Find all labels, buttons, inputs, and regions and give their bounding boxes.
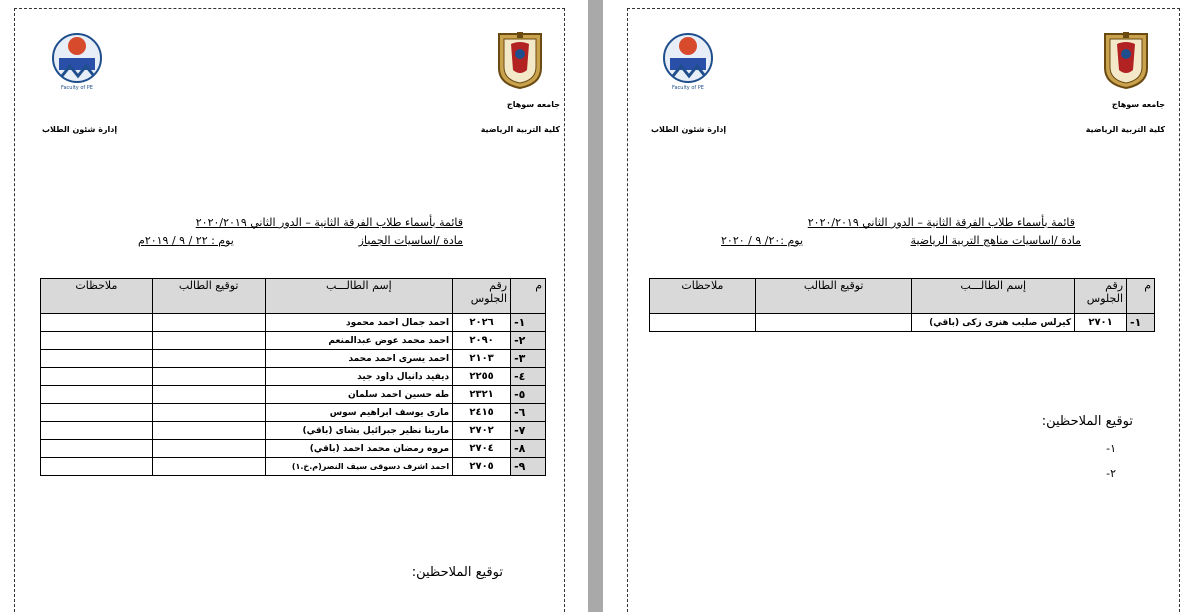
student-name: طه حسين احمد سلمان (265, 386, 453, 404)
row-number: ٩- (511, 458, 546, 476)
student-name: احمد جمال احمد محمود (265, 314, 453, 332)
seat-number: ٢٧٠١ (1075, 314, 1127, 332)
student-name: كيرلس صليب هنرى زكى (باقي) (912, 314, 1075, 332)
seat-number: ٢٠٩٠ (453, 332, 511, 350)
notes-cell (41, 314, 153, 332)
notes-cell (41, 350, 153, 368)
column-header-name: إسم الطالـــب (912, 279, 1075, 314)
signature-cell (152, 422, 265, 440)
column-header-notes: ملاحظات (41, 279, 153, 314)
seat-number: ٢٧٠٤ (453, 440, 511, 458)
student-name: احمد محمد عوض عبدالمنعم (265, 332, 453, 350)
column-header-signature: توقيع الطالب (152, 279, 265, 314)
signature-cell (152, 440, 265, 458)
table-row (41, 332, 546, 350)
notes-cell (41, 386, 153, 404)
svg-text:Faculty of PE: Faculty of PE (61, 85, 93, 91)
signature-cell (152, 332, 265, 350)
page-divider (588, 0, 603, 612)
exam-date: يوم :٢٠/ ٩ / ٢٠٢٠ (721, 234, 804, 247)
table-header-row (41, 279, 546, 314)
exam-date: يوم : ٢٢ / ٩ / ٢٠١٩م (138, 234, 234, 247)
university-crest-logo (493, 30, 547, 90)
table-row (41, 314, 546, 332)
row-number: ٦- (511, 404, 546, 422)
seat-number: ٢٠٢٦ (453, 314, 511, 332)
student-name: مارينا نظير جبرائيل بشاى (باقي) (265, 422, 453, 440)
subject-label: مادة /اساسيات الجمباز (358, 234, 463, 247)
department-name: إدارة شئون الطلاب (651, 125, 727, 134)
row-number: ٤- (511, 368, 546, 386)
seat-number: ٢٧٠٥ (453, 458, 511, 476)
column-header-num: م (511, 279, 546, 314)
department-name: إدارة شئون الطلاب (42, 125, 118, 134)
faculty-name: كلية التربية الرياضية (1085, 125, 1165, 134)
row-number: ٧- (511, 422, 546, 440)
student-roster-table (40, 278, 546, 476)
subject-label: مادة /اساسيات مناهج التربية الرياضية (910, 234, 1081, 247)
student-roster-table (649, 278, 1155, 332)
signature-cell (755, 314, 912, 332)
notes-cell (41, 404, 153, 422)
table-row (650, 314, 1155, 332)
document-page-left (0, 0, 588, 612)
notes-cell (41, 458, 153, 476)
signature-cell (152, 314, 265, 332)
column-header-notes: ملاحظات (650, 279, 756, 314)
column-header-num: م (1127, 279, 1155, 314)
notes-cell (41, 332, 153, 350)
row-number: ٣- (511, 350, 546, 368)
signature-cell (152, 368, 265, 386)
signature-cell (152, 458, 265, 476)
table-row (41, 404, 546, 422)
document-page-right (603, 0, 1193, 612)
row-number: ١- (511, 314, 546, 332)
column-header-name: إسم الطالـــب (265, 279, 453, 314)
document-title: قائمة بأسماء طلاب الفرقة الثانية – الدور الثاني ٢٠٢٠/٢٠١٩ (195, 216, 463, 229)
row-number: ١- (1127, 314, 1155, 332)
seat-number: ٢٢٥٥ (453, 368, 511, 386)
observers-signature-label: توقيع الملاحظين: (411, 565, 503, 580)
document-title: قائمة بأسماء طلاب الفرقة الثانية – الدور الثاني ٢٠٢٠/٢٠١٩ (807, 216, 1075, 229)
faculty-logo (44, 30, 110, 92)
seat-number: ٢٧٠٢ (453, 422, 511, 440)
seat-number: ٢٣٢١ (453, 386, 511, 404)
observer-line-1: ١- (1106, 442, 1116, 455)
student-name: احمد اشرف دسوقى سيف النصر(م.خ.١) (265, 458, 453, 476)
signature-cell (152, 404, 265, 422)
table-row (41, 440, 546, 458)
table-row (41, 386, 546, 404)
row-number: ٢- (511, 332, 546, 350)
svg-text:Faculty of PE: Faculty of PE (672, 85, 704, 91)
student-name: احمد يسرى احمد محمد (265, 350, 453, 368)
notes-cell (41, 422, 153, 440)
university-name: جامعه سوهاج (506, 100, 560, 109)
university-crest-logo (1099, 30, 1153, 90)
faculty-logo (655, 30, 721, 92)
table-row (41, 350, 546, 368)
student-name: مروه رمضان محمد احمد (باقي) (265, 440, 453, 458)
student-name: مارى يوسف ابراهيم سوس (265, 404, 453, 422)
university-name: جامعه سوهاج (1111, 100, 1165, 109)
table-row (41, 422, 546, 440)
row-number: ٥- (511, 386, 546, 404)
table-header-row (650, 279, 1155, 314)
column-header-seat: رقم الجلوس (1075, 279, 1127, 314)
column-header-seat: رقم الجلوس (453, 279, 511, 314)
student-name: ديفيد دانيال داود جيد (265, 368, 453, 386)
seat-number: ٢١٠٣ (453, 350, 511, 368)
faculty-name: كلية التربية الرياضية (480, 125, 560, 134)
seat-number: ٢٤١٥ (453, 404, 511, 422)
notes-cell (41, 368, 153, 386)
signature-cell (152, 350, 265, 368)
notes-cell (650, 314, 756, 332)
observer-line-2: ٢- (1106, 467, 1116, 480)
table-row (41, 368, 546, 386)
column-header-signature: توقيع الطالب (755, 279, 912, 314)
observers-signature-label: توقيع الملاحظين: (1041, 414, 1133, 429)
table-row (41, 458, 546, 476)
notes-cell (41, 440, 153, 458)
row-number: ٨- (511, 440, 546, 458)
signature-cell (152, 386, 265, 404)
